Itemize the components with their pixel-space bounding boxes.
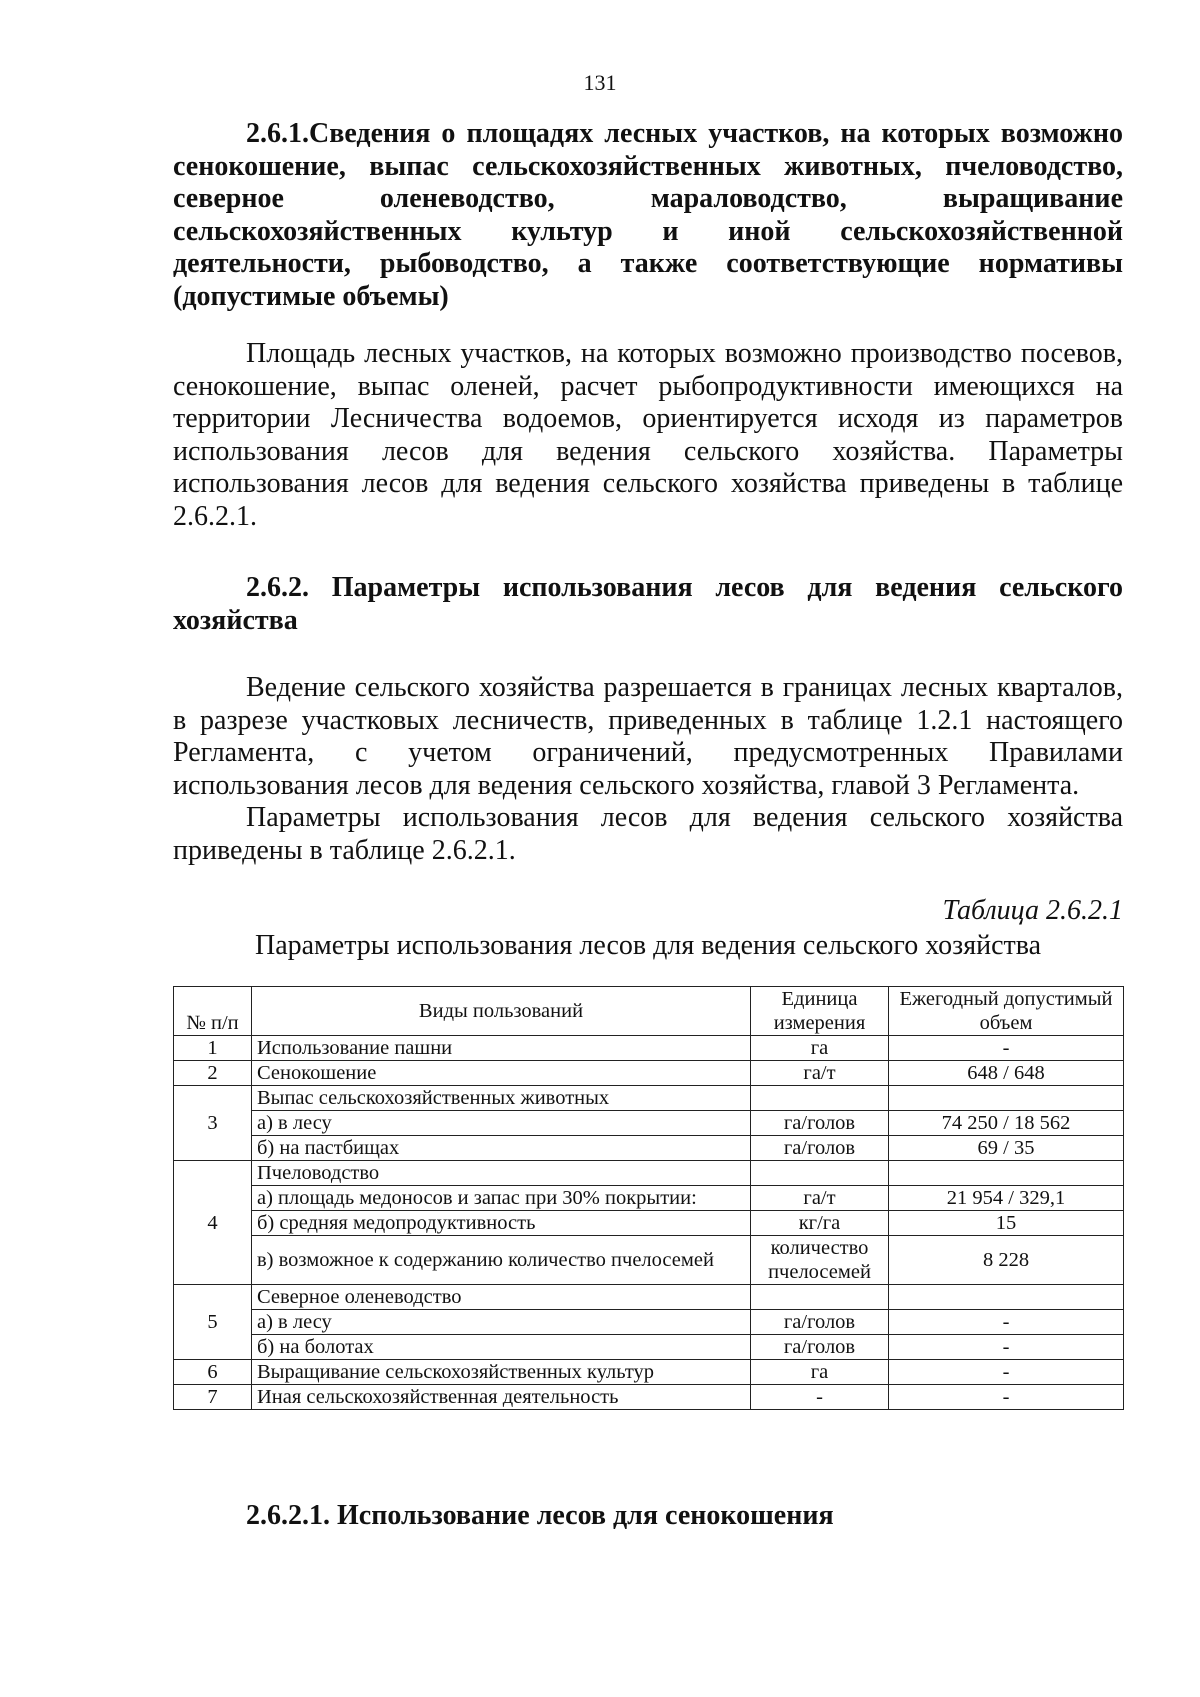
table-row [174,1161,1124,1186]
section-heading-2-6-2-1: 2.6.2.1. Использование лесов для сенокошения [246,1500,834,1531]
row-volume-empty [889,1161,1124,1186]
header-unit: Единица измерения [751,987,889,1036]
paragraph-area-info: Площадь лесных участков, на которых возможно производство посевов, сенокошение, выпас оленей, расчет рыбопродуктивности имеющихся на территории Лесничества водоемов, ориентируется исходя из параметров использования лесов для ведения сельского хозяйства. Параметры использования лесов для ведения сельского хозяйства приведены в таблице 2.6.2.1. [173,338,1123,532]
paragraph-parameters-ref: Параметры использования лесов для ведения сельского хозяйства приведены в таблице 2.6.2.1. [173,802,1123,866]
row-unit: га/т [751,1186,889,1211]
row-unit-empty [751,1161,889,1186]
table-row [174,1335,1124,1360]
table-row [174,1211,1124,1236]
section-heading-2-6-1: 2.6.1.Сведения о площадях лесных участков, на которых возможно сенокошение, выпас сельскохозяйственных животных, пчеловодство, северное оленеводство, мараловодство, выращивание сельскохозяйственных культур и иной сельскохозяйственной деятельности, рыбоводство, а также соответствующие нормативы (допустимые объемы) [173,118,1123,312]
table-row [174,1036,1124,1061]
header-kind: Виды пользований [252,987,751,1036]
row-kind: Использование пашни [252,1036,751,1061]
row-volume: 8 228 [889,1236,1124,1285]
row-kind: а) в лесу [252,1310,751,1335]
row-volume-empty [889,1285,1124,1310]
table-row [174,1310,1124,1335]
row-num: 4 [174,1161,252,1285]
table-caption: Параметры использования лесов для ведения сельского хозяйства [254,930,1042,961]
section-2-6-1-body [173,338,1123,533]
row-kind: б) на болотах [252,1335,751,1360]
table-label: Таблица 2.6.2.1 [942,895,1123,926]
section-2-6-2-1 [173,1500,1123,1533]
header-volume: Ежегодный допустимый объем [889,987,1124,1036]
section-2-6-2 [173,572,1123,637]
row-num: 2 [174,1061,252,1086]
row-num: 5 [174,1285,252,1360]
row-unit: га/голов [751,1335,889,1360]
row-unit: га [751,1360,889,1385]
row-kind: б) на пастбищах [252,1136,751,1161]
row-group-title: Пчеловодство [252,1161,751,1186]
row-kind: Сенокошение [252,1061,751,1086]
section-2-6-1 [173,118,1123,313]
row-unit: га/голов [751,1310,889,1335]
row-kind: Выращивание сельскохозяйственных культур [252,1360,751,1385]
table-row [174,1285,1124,1310]
row-volume: - [889,1335,1124,1360]
row-num: 7 [174,1385,252,1410]
table-row [174,1360,1124,1385]
section-2-6-2-body [173,672,1123,867]
row-group-title: Северное оленеводство [252,1285,751,1310]
row-unit-empty [751,1086,889,1111]
row-num: 1 [174,1036,252,1061]
section-heading-2-6-2: 2.6.2. Параметры использования лесов для ведения сельского хозяйства [173,572,1123,636]
row-unit: количество пчелосемей [751,1236,889,1285]
row-kind: а) площадь медоносов и запас при 30% покрытии: [252,1186,751,1211]
table-row [174,1186,1124,1211]
row-volume: 21 954 / 329,1 [889,1186,1124,1211]
row-volume-empty [889,1086,1124,1111]
table-row [174,1236,1124,1285]
row-unit: га [751,1036,889,1061]
row-num: 6 [174,1360,252,1385]
row-kind: Иная сельскохозяйственная деятельность [252,1385,751,1410]
page-number: 131 [583,70,617,95]
row-kind: а) в лесу [252,1111,751,1136]
row-volume: - [889,1036,1124,1061]
table-row [174,1061,1124,1086]
table-row [174,1136,1124,1161]
table-row [174,1111,1124,1136]
row-volume: 648 / 648 [889,1061,1124,1086]
row-unit: кг/га [751,1211,889,1236]
header-num: № п/п [174,987,252,1036]
row-unit-empty [751,1285,889,1310]
row-unit: га/т [751,1061,889,1086]
row-group-title: Выпас сельскохозяйственных животных [252,1086,751,1111]
row-unit: га/голов [751,1111,889,1136]
row-volume: - [889,1360,1124,1385]
table-header-row [174,987,1124,1036]
row-volume: 74 250 / 18 562 [889,1111,1124,1136]
parameters-table [173,986,1124,1410]
row-volume: - [889,1310,1124,1335]
paragraph-agriculture-borders: Ведение сельского хозяйства разрешается в границах лесных кварталов, в разрезе участковых лесничеств, приведенных в таблице 1.2.1 настоящего Регламента, с учетом ограничений, предусмотренных Правилами использования лесов для ведения сельского хозяйства, главой 3 Регламента. [173,672,1123,801]
table-row [174,1385,1124,1410]
row-unit: га/голов [751,1136,889,1161]
row-kind: б) средняя медопродуктивность [252,1211,751,1236]
row-volume: - [889,1385,1124,1410]
row-volume: 15 [889,1211,1124,1236]
table-row [174,1086,1124,1111]
row-volume: 69 / 35 [889,1136,1124,1161]
row-num: 3 [174,1086,252,1161]
row-kind: в) возможное к содержанию количество пчелосемей [252,1236,751,1285]
row-unit: - [751,1385,889,1410]
